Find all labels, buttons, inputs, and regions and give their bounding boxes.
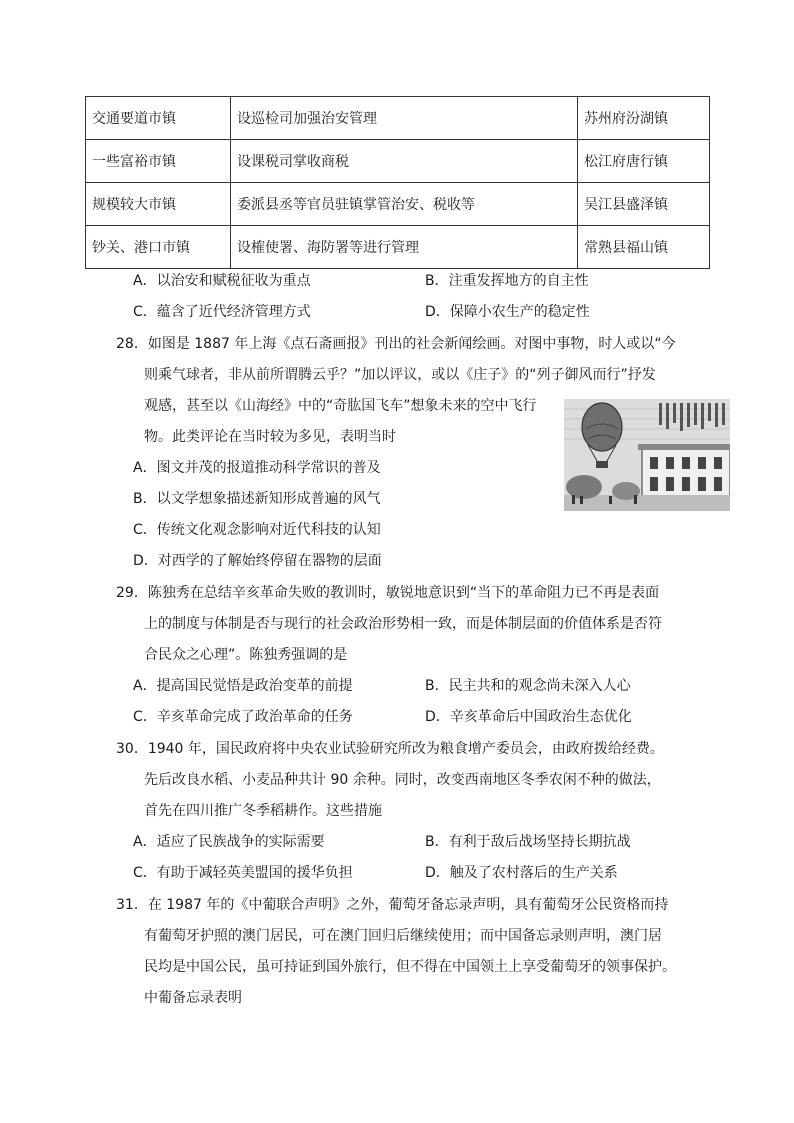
table-row: [86, 97, 710, 140]
table-cell: 一些富裕市镇: [86, 140, 231, 183]
table-cell: 钞关、港口市镇: [86, 226, 231, 269]
q28-stem-line: 28．如图是 1887 年上海《点石斋画报》刊出的社会新闻绘画。对图中事物，时人或以“今: [116, 336, 676, 352]
q29-stem-line: 上的制度与体制是否与现行的社会政治形势相一致，而是体制层面的价值体系是否符: [144, 616, 662, 632]
table-cell: 交通要道市镇: [86, 97, 231, 140]
town-management-table: [85, 96, 710, 269]
table-cell: 常熟县福山镇: [578, 226, 710, 269]
table-cell: 委派县丞等官员驻镇掌管治安、税收等: [231, 183, 578, 226]
q29-option-d[interactable]: D．辛亥革命后中国政治生态优化: [425, 709, 632, 725]
q27-option-d[interactable]: D．保障小农生产的稳定性: [425, 304, 590, 320]
q28-stem-line: 则乘气球者，非从前所谓腾云乎？”加以评议，或以《庄子》的“列子御风而行”抒发: [144, 367, 656, 383]
table-cell: 设课税司掌收商税: [231, 140, 578, 183]
q28-option-b[interactable]: B．以文学想象描述新知形成普遍的风气: [133, 491, 381, 507]
table-cell: 苏州府汾湖镇: [578, 97, 710, 140]
q29-stem-line: 合民众之心理”。陈独秀强调的是: [144, 647, 348, 663]
table-row: [86, 226, 710, 269]
q31-stem-line: 民均是中国公民，虽可持证到国外旅行，但不得在中国领土上享受葡萄牙的领事保护。: [144, 959, 676, 975]
q29-stem-line: 29．陈独秀在总结辛亥革命失败的教训时，敏锐地意识到“当下的革命阻力已不再是表面: [116, 585, 660, 601]
table-row: [86, 140, 710, 183]
table-row: [86, 183, 710, 226]
table-cell: 规模较大市镇: [86, 183, 231, 226]
q30-option-d[interactable]: D．触及了农村落后的生产关系: [425, 865, 618, 881]
q30-stem-line: 首先在四川推广冬季稻耕作。这些措施: [144, 803, 382, 819]
q30-stem-line: 30．1940 年，国民政府将中央农业试验研究所改为粮食增产委员会，由政府拨给经费。: [116, 741, 664, 757]
q29-option-b[interactable]: B．民主共和的观念尚未深入人心: [425, 678, 631, 694]
q28-option-a[interactable]: A．图文并茂的报道推动科学常识的普及: [133, 460, 381, 476]
q31-stem-line: 有葡萄牙护照的澳门居民，可在澳门回归后继续使用；而中国备忘录则声明，澳门居: [144, 928, 662, 944]
q28-stem-line: 观感，甚至以《山海经》中的“奇肱国飞车”想象未来的空中飞行: [144, 398, 537, 414]
balloon-news-illustration: [564, 399, 730, 511]
q31-stem-line: 31．在 1987 年的《中葡联合声明》之外，葡萄牙备忘录声明，具有葡萄牙公民资格而持: [116, 897, 669, 913]
q27-option-c[interactable]: C．蕴含了近代经济管理方式: [133, 304, 311, 320]
q30-stem-line: 先后改良水稻、小麦品种共计 90 余种。同时，改变西南地区冬季农闲不种的做法，: [144, 772, 661, 788]
q28-option-d[interactable]: D．对西学的了解始终停留在器物的层面: [133, 553, 382, 569]
q30-option-b[interactable]: B．有利于敌后战场坚持长期抗战: [425, 834, 631, 850]
q27-option-a[interactable]: A．以治安和赋税征收为重点: [133, 273, 311, 289]
table-cell: 吴江县盛泽镇: [578, 183, 710, 226]
q28-option-c[interactable]: C．传统文化观念影响对近代科技的认知: [133, 522, 381, 538]
q30-option-a[interactable]: A．适应了民族战争的实际需要: [133, 834, 325, 850]
q28-stem-line: 物。此类评论在当时较为多见，表明当时: [144, 429, 396, 445]
balloon-illustration-drawing: [564, 399, 730, 511]
q30-option-c[interactable]: C．有助于减轻英美盟国的援华负担: [133, 865, 353, 881]
q29-option-c[interactable]: C．辛亥革命完成了政治革命的任务: [133, 709, 353, 725]
q31-stem-line: 中葡备忘录表明: [144, 990, 242, 1006]
q27-option-b[interactable]: B．注重发挥地方的自主性: [425, 273, 589, 289]
q29-option-a[interactable]: A．提高国民觉悟是政治变革的前提: [133, 678, 353, 694]
table-cell: 设巡检司加强治安管理: [231, 97, 578, 140]
table-cell: 松江府唐行镇: [578, 140, 710, 183]
table-cell: 设榷使署、海防署等进行管理: [231, 226, 578, 269]
